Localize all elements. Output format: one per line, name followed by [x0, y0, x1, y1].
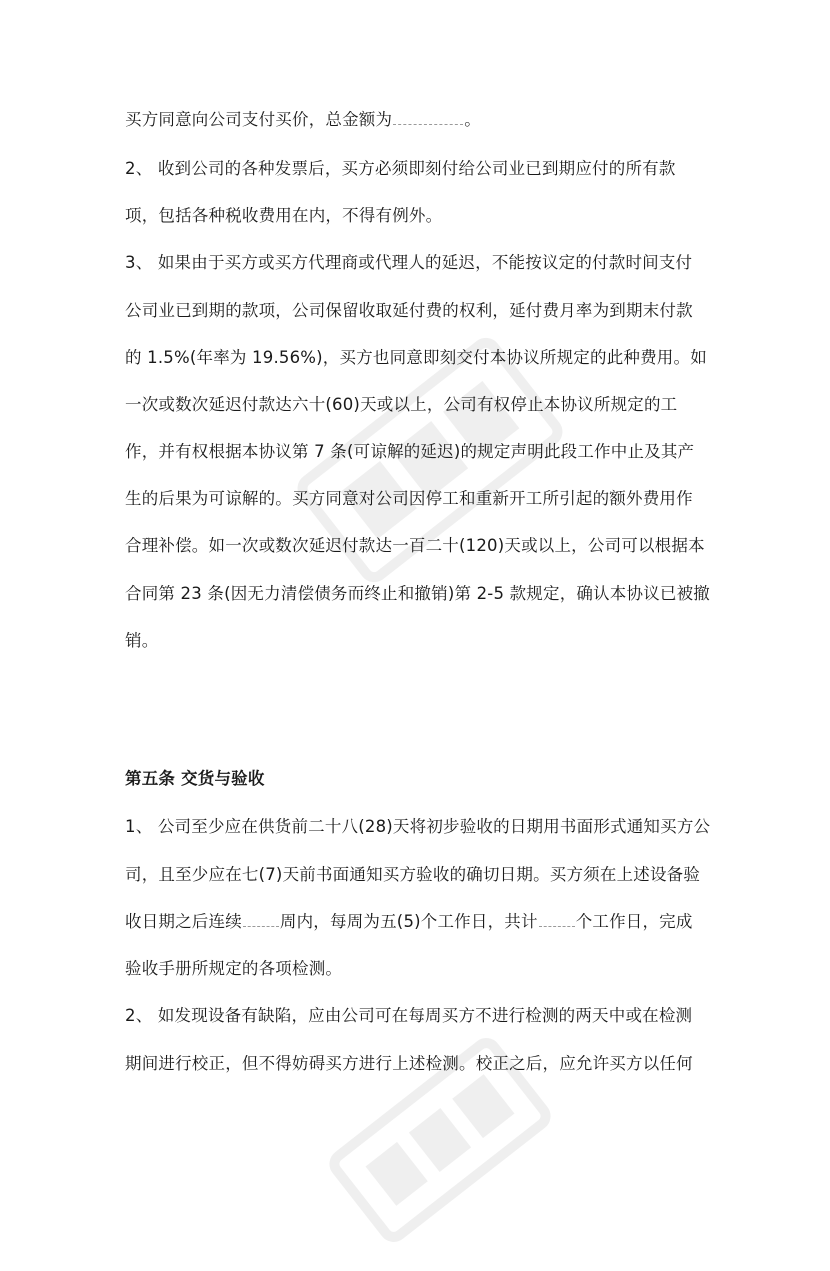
weeks-blank: [243, 925, 279, 927]
text-line: 公司业已到期的款项，公司保留收取延付费的权利，延付费月率为到期末付款: [125, 301, 693, 320]
text-line: 司，且至少应在七(7)天前书面通知买方验收的确切日期。买方须在上述设备验: [125, 865, 701, 884]
text-line: 生的后果为可谅解的。买方同意对公司因停工和重新开工所引起的额外费用作: [125, 489, 693, 508]
days-blank: [539, 925, 575, 927]
text-line: 一次或数次延迟付款达六十(60)天或以上，公司有权停止本协议所规定的工: [125, 395, 678, 414]
text-fragment: 买方同意向公司支付买价，总金额为: [125, 110, 393, 129]
text-line: 的 1.5%(年率为 19.56%)，买方也同意即刻交付本协议所规定的此种费用。如: [125, 348, 707, 367]
text-line: 合同第 23 条(因无力清偿债务而终止和撤销)第 2-5 款规定，确认本协议已被撤: [125, 584, 710, 603]
text-line: 1、 公司至少应在供货前二十八(28)天将初步验收的日期用书面形式通知买方公: [125, 817, 711, 836]
text-fragment: 周内，每周为五(5)个工作日，共计: [279, 912, 538, 931]
article-heading: 第五条 交货与验收: [125, 769, 265, 788]
text-line: 作，并有权根据本协议第 7 条(可谅解的延迟)的规定声明此段工作中止及其产: [125, 442, 695, 461]
watermark-stamp-icon: [304, 1009, 576, 1271]
text-fragment: 个工作日，完成: [575, 912, 693, 931]
text-fragment: 。: [464, 110, 481, 129]
amount-blank: [393, 123, 463, 125]
text-line: 2、 收到公司的各种发票后，买方必须即刻付给公司业已到期应付的所有款: [125, 159, 676, 178]
text-line: 合理补偿。如一次或数次延迟付款达一百二十(120)天或以上，公司可以根据本: [125, 536, 705, 555]
text-line: 3、 如果由于买方或买方代理商或代理人的延迟，不能按议定的付款时间支付: [125, 253, 693, 272]
text-fragment: 收日期之后连续: [125, 912, 242, 931]
text-line: [125, 908, 693, 932]
text-line: 销。: [125, 631, 159, 650]
text-line: 项，包括各种税收费用在内，不得有例外。: [125, 206, 443, 225]
text-line: 2、 如发现设备有缺陷，应由公司可在每周买方不进行检测的两天中或在检测: [125, 1006, 693, 1025]
text-line: [125, 106, 481, 130]
text-line: 期间进行校正，但不得妨碍买方进行上述检测。校正之后，应允许买方以任何: [125, 1054, 693, 1073]
text-line: 验收手册所规定的各项检测。: [125, 959, 343, 978]
